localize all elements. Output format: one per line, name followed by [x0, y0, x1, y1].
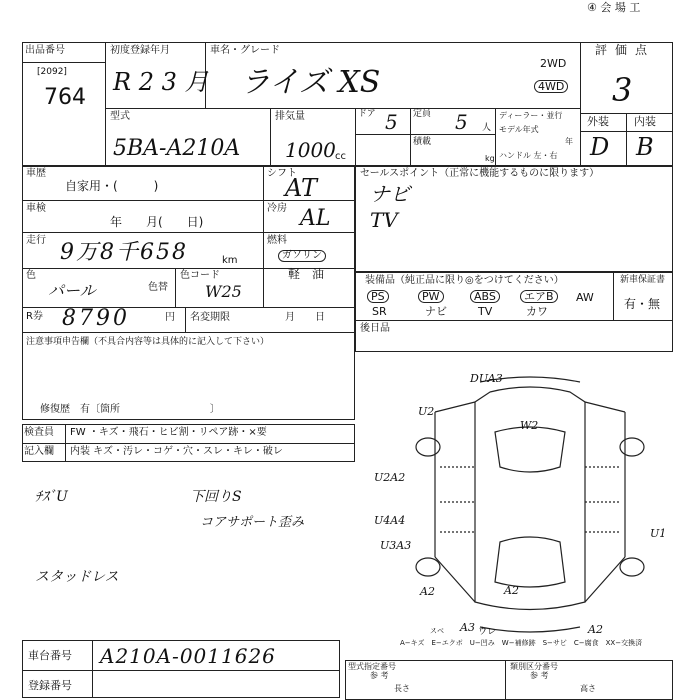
cap-value: 5	[455, 110, 468, 134]
notes-label: 注意事項申告欄（不具合内容等は具体的に記入して下さい）	[26, 337, 270, 347]
regno-label: 登録番号	[28, 679, 72, 692]
equip-pw: PW	[418, 290, 444, 303]
door-label: ドア	[358, 109, 376, 119]
dmg-a2-right: A2	[588, 623, 603, 636]
reg-value: R 2 3 月	[113, 68, 209, 96]
dmg-u2: U2	[418, 405, 435, 418]
equip-leather: カワ	[526, 305, 548, 318]
ac-label: 冷房	[267, 203, 287, 214]
colorcode-label: 色コード	[180, 270, 220, 281]
inspection-label: 車検	[26, 203, 46, 214]
name-value: ライズ XS	[240, 65, 381, 100]
class-label: 類別区分番号	[510, 662, 558, 671]
chassis-label: 車台番号	[28, 649, 72, 662]
equip-tv: TV	[478, 305, 493, 318]
cap-unit: 人	[482, 123, 492, 133]
disp-value: 1000	[285, 138, 336, 162]
history-value: 自家用・( )	[65, 179, 159, 193]
model-year-label: モデル年式	[499, 125, 539, 134]
load-label: 積載	[413, 137, 432, 147]
equip-airbag: エアB	[520, 290, 558, 303]
remark-right-1: 下回りS	[190, 489, 242, 505]
equip-label: 装備品（純正品に限り◎をつけてください）	[365, 275, 564, 286]
chassis-value: A210A-0011626	[100, 644, 276, 668]
height-label: 高さ	[580, 684, 596, 693]
type-spec-label: 型式指定番号	[348, 662, 396, 671]
recycle-unit: 円	[165, 312, 175, 323]
eval-label: 評価点	[595, 43, 656, 57]
drive-4wd: 4WD	[534, 80, 568, 93]
inspector-label: 検査員	[24, 427, 54, 438]
dmg-w2: W2	[520, 419, 539, 432]
remark-left-1: ﾁｽﾞU	[35, 489, 68, 505]
selling-2: TV	[370, 208, 398, 232]
fuel-label: 燃料	[267, 235, 287, 246]
dmg-u4a4: U4A4	[374, 514, 406, 527]
equip-sr: SR	[372, 305, 387, 318]
note-row: 内装 キズ・汚レ・コゲ・穴・スレ・キレ・破レ	[70, 446, 283, 457]
ref-label-1: 参 考	[370, 671, 389, 680]
length-label: 長さ	[394, 684, 410, 693]
dealer-label: ディーラー・並行	[499, 111, 563, 120]
dmg-a3: A3	[460, 621, 475, 634]
color-label: 色	[26, 270, 36, 281]
color-value: パール	[48, 281, 96, 300]
model-value: 5BA-A210A	[113, 136, 241, 161]
lot-number: 764	[44, 85, 86, 110]
name-change-value: 月 日	[285, 312, 325, 323]
damage-legend: A−キズ E−エクボ U−凹み W−補修跡 S−サビ C−腐食 XX−交換済	[400, 639, 643, 647]
eval-value: 3	[612, 71, 633, 109]
warranty-label: 新車保証書	[620, 275, 666, 285]
drive-2wd: 2WD	[540, 57, 567, 70]
disp-unit: cc	[335, 151, 346, 162]
door-value: 5	[385, 110, 398, 134]
equip-ps: PS	[367, 290, 389, 303]
int-label: 内装	[634, 115, 656, 128]
year-unit: 年	[565, 137, 573, 146]
model-label: 型式	[110, 111, 130, 122]
history-label: 車歴	[26, 168, 46, 179]
mileage-label: 走行	[26, 235, 46, 246]
mileage-unit: km	[222, 255, 238, 266]
colorcode-value: W25	[205, 282, 242, 301]
selling-1: ナビ	[370, 182, 410, 206]
inspection-value: 年 月( 日)	[110, 215, 204, 229]
load-unit: kg	[485, 154, 495, 163]
ext-value: D	[590, 133, 610, 161]
cap-label: 定員	[413, 109, 432, 119]
fuel-diesel: 軽 油	[288, 267, 325, 281]
dmg-a2-rear: A2	[504, 584, 519, 597]
fuel-gas: ガソリン	[278, 250, 326, 262]
dmg-u2a2: U2A2	[374, 471, 406, 484]
equip-abs: ABS	[470, 290, 500, 303]
warranty-value: 有・無	[624, 297, 661, 311]
selling-label: セールスポイント（正常に機能するものに限ります）	[360, 168, 600, 179]
color-num-label: 色替	[148, 282, 168, 293]
rear-seat-label: 後日品	[360, 323, 390, 334]
dmg-a2-left: A2	[420, 585, 435, 598]
reg-label: 初度登録年月	[110, 45, 170, 56]
ac-value: AL	[300, 206, 331, 231]
ref-label-2: 参 考	[530, 671, 549, 680]
name-change-label: 名変期限	[190, 312, 230, 323]
dmg-u3a3: U3A3	[380, 539, 412, 552]
recycle-label: R券	[26, 311, 43, 322]
int-value: B	[636, 133, 654, 161]
remark-right-2: コアサポート歪み	[200, 515, 305, 530]
equip-navi: ナビ	[425, 305, 447, 318]
corner-text: ④ 会 場 工	[587, 1, 641, 14]
name-label: 車名・グレード	[210, 45, 280, 56]
inspector-row: FW ・キズ・飛石・ヒビ割・リペア跡・×要	[70, 427, 267, 438]
recycle-value: 8790	[62, 306, 130, 331]
handle-label: ハンドル 左・右	[499, 151, 558, 160]
remark-left-2: スタッドレス	[35, 569, 119, 585]
disp-label: 排気量	[275, 111, 305, 122]
equip-aw: AW	[576, 291, 594, 304]
shift-value: AT	[285, 174, 318, 202]
ext-label: 外装	[587, 115, 609, 128]
dmg-dua3: DUA3	[470, 372, 503, 385]
dmg-u1: U1	[650, 527, 667, 540]
dmg-ure: ウレ	[478, 627, 497, 637]
lot-code: [2092]	[37, 67, 67, 77]
mileage-value: 9万8千658	[60, 240, 188, 265]
dmg-sube: スベ	[430, 627, 444, 635]
repair-label: 修復歴 有〔箇所 〕	[40, 404, 220, 415]
shift-label: シフト	[267, 168, 297, 179]
note-label: 記入欄	[24, 446, 54, 457]
lot-label: 出品番号	[25, 45, 65, 56]
